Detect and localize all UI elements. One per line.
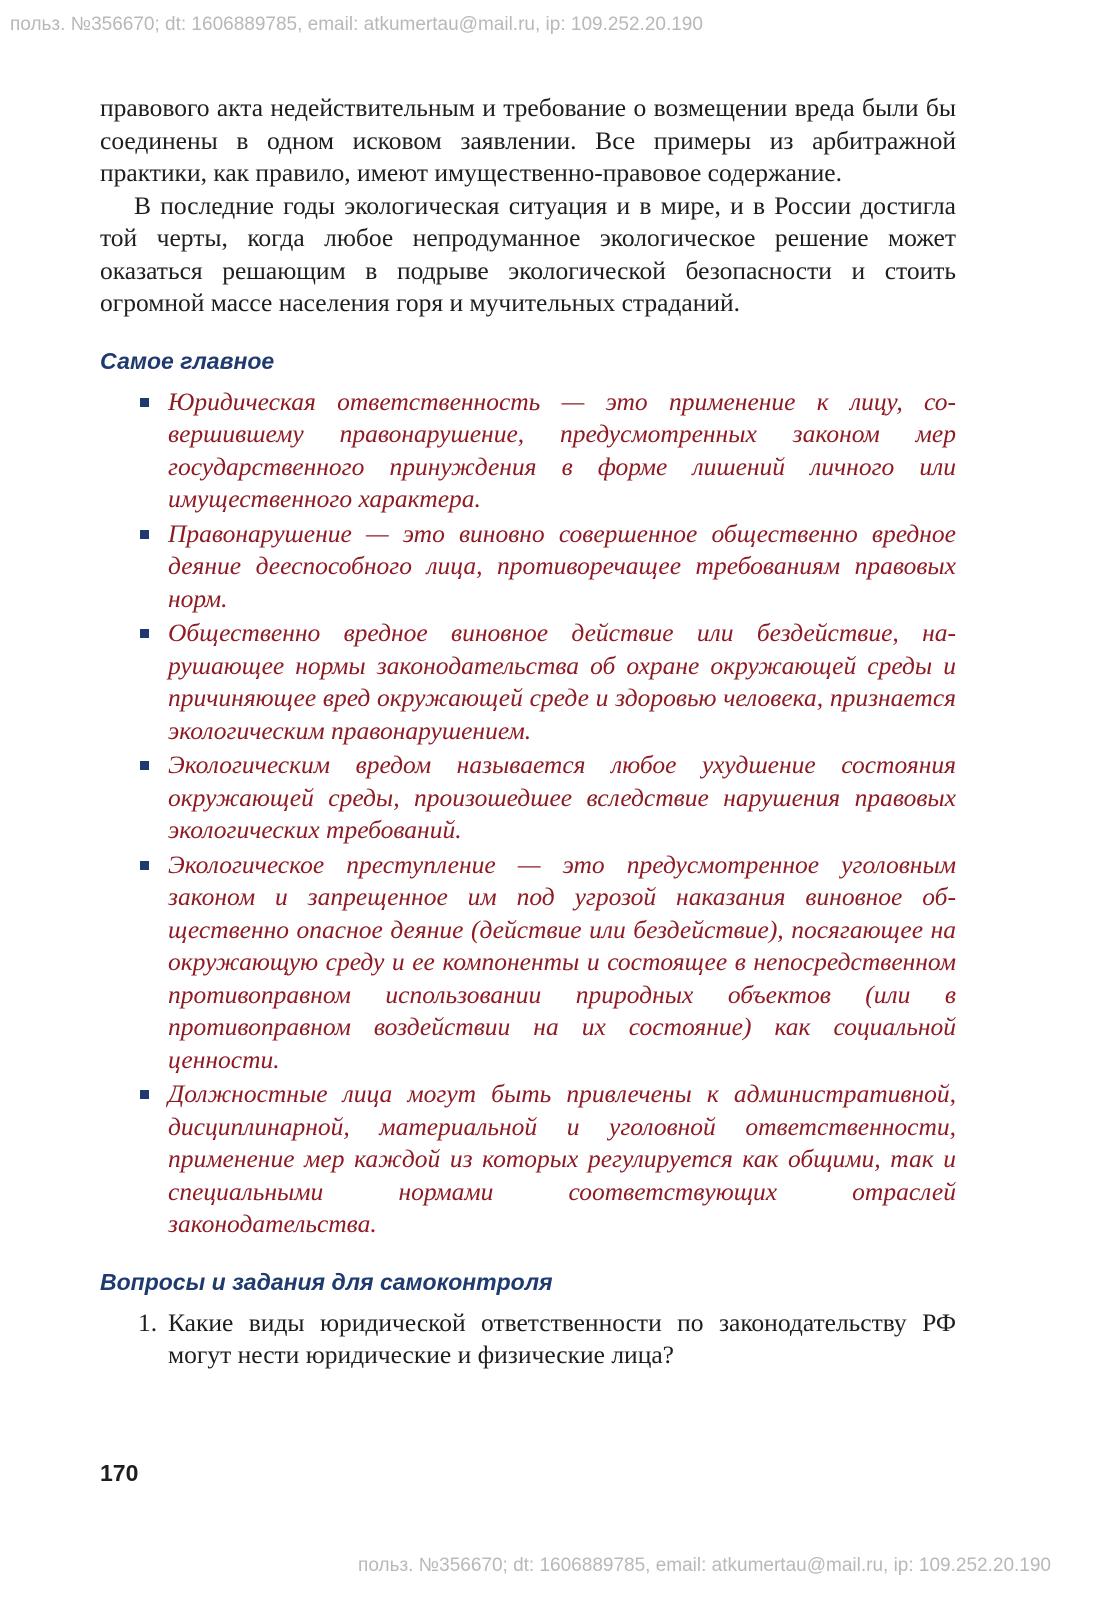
summary-item [100,849,956,1077]
square-bullet-icon [140,629,149,638]
summary-heading: Самое главное [100,347,275,374]
question-number: 1. [138,1307,158,1337]
question-text: Какие виды юридической ответственности по законодательству РФ могут нести юридические и физические лица? [168,1307,956,1369]
summary-item-text: Общественно вредное виновное действие или бездействие, нарушающее нормы законодательства об охране окружающей среды и причиняющее вред окружающей среде и здоровью человека, признается экологическим правонарушением. [168,618,956,745]
summary-item [100,749,956,847]
summary-item-text: Экологическим вредом называется любое ухудшение состояния окружающей среды, произошедшее вследствие нарушения правовых экологических требований. [168,750,956,844]
summary-item-text: Правонарушение — это виновно совершенное общественно вредное деяние дееспособного лица, противоречащее требованиям правовых норм. [168,518,956,613]
summary-item-text: Экологическое преступление — это предусмотренное уголовным законом и запрещенное им под угрозой наказания виновное общественно опасное деяние (действие или бездействие), посягающее на окружающую среду и ее компоненты и состоящее в непосредственном противоправном использовании природных объектов (или в противоправном воздействии на их состояние) как социальной ценности. [168,849,956,1074]
watermark-top: польз. №356670; dt: 1606889785, email: atkumertau@mail.ru, ip: 109.252.20.190 [10,14,703,35]
question-item [100,1307,956,1372]
summary-list [100,386,956,1241]
square-bullet-icon [140,1090,149,1099]
questions-list [100,1307,956,1372]
square-bullet-icon [140,761,149,770]
square-bullet-icon [140,398,149,407]
body-paragraph-1: правового акта недействительным и требование о возмещении вреда были бы соединены в одном исковом заявлении. Все примеры из арбитражной практики, как правило, имеют имущественно-правовое содержание. [100,93,956,187]
summary-item-text: Юридическая ответственность — это применение к лицу, совершившему правонарушение, предусмотренных законом мер государственного принуждения в форме лишений личного или имущественного характера. [168,386,956,513]
summary-item [100,386,956,516]
summary-item [100,617,956,747]
square-bullet-icon [140,530,149,539]
page-content [100,92,956,1372]
page-number: 170 [100,1460,139,1486]
summary-item [100,1078,956,1241]
watermark-bottom: польз. №356670; dt: 1606889785, email: atkumertau@mail.ru, ip: 109.252.20.190 [358,1555,1051,1576]
square-bullet-icon [140,861,149,870]
questions-heading: Вопросы и задания для самоконтроля [100,1268,553,1295]
summary-item-text: Должностные лица могут быть привлечены к административной, дисциплинарной, материальной и уголовной ответственности, применение мер каждой из которых регулируется как общими, так и специальными нормами соответствующих отраслей законодательства. [168,1079,956,1238]
summary-item [100,518,956,616]
body-paragraph-2: В последние годы экологическая ситуация и в мире, и в России достигла той черты, когда любое непродуманное экологическое решение может оказаться решающим в подрыве экологической безопасности и стоить огромной массе населения горя и мучительных страданий. [100,190,956,317]
